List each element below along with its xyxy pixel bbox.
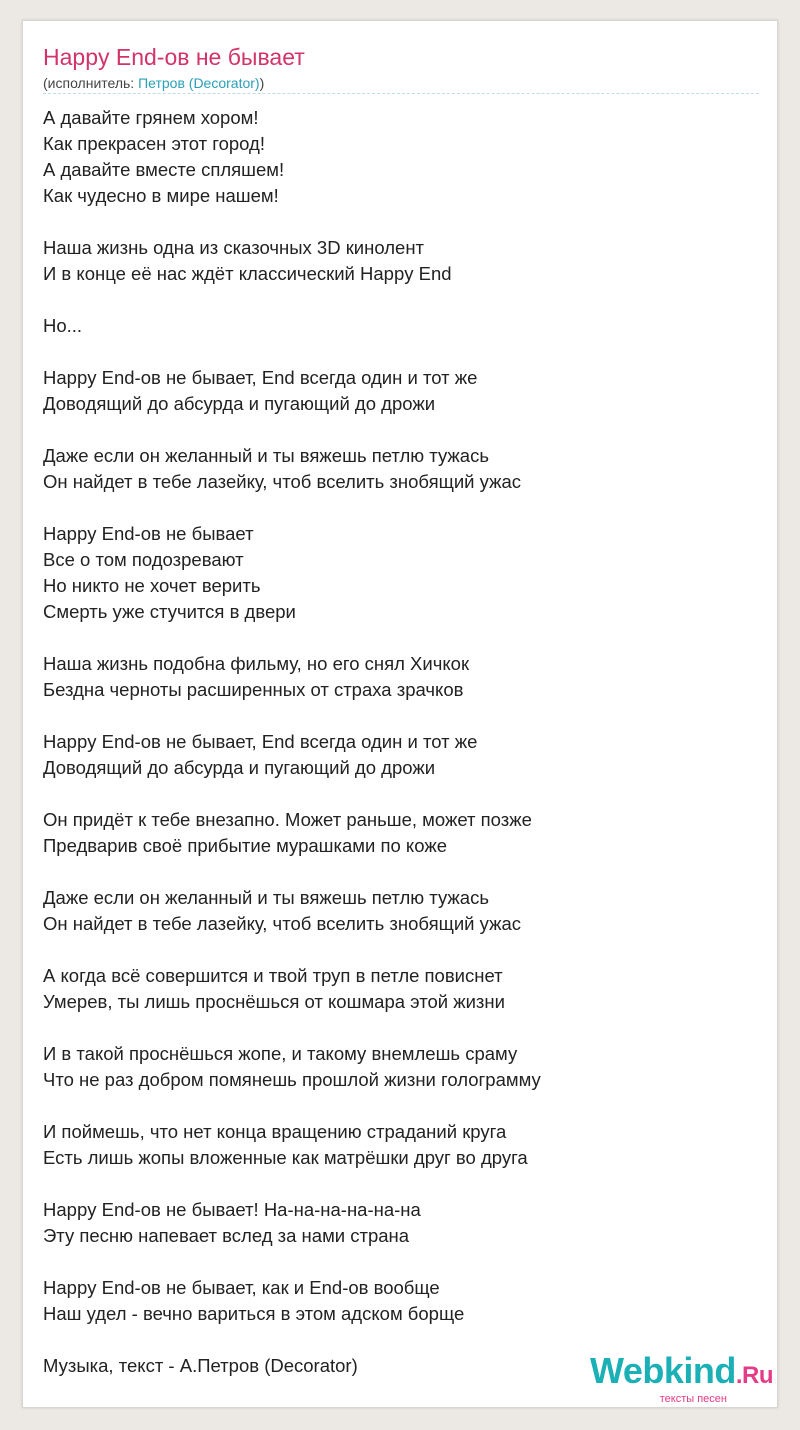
lyric-line: Happy End-ов не бывает, End всегда один и тот же bbox=[43, 731, 478, 752]
lyric-line: И в конце её нас ждёт классический Happy End bbox=[43, 263, 452, 284]
lyric-line: Все о том подозревают bbox=[43, 549, 244, 570]
lyric-line: А когда всё совершится и твой труп в петле повиснет bbox=[43, 965, 503, 986]
stanza-break bbox=[43, 287, 763, 313]
lyric-line: Наша жизнь одна из сказочных 3D кинолент bbox=[43, 237, 425, 258]
byline-suffix: ) bbox=[259, 75, 265, 91]
lyric-line: Happy End-ов не бывает! На-на-на-на-на-на bbox=[43, 1199, 421, 1220]
song-title: Happy End-ов не бывает bbox=[43, 44, 305, 70]
stanza-break bbox=[43, 495, 763, 521]
stanza-break bbox=[43, 703, 763, 729]
stanza-break bbox=[43, 339, 763, 365]
stanza-break bbox=[43, 1015, 763, 1041]
lyric-line: И поймешь, что нет конца вращению страданий круга bbox=[43, 1121, 507, 1142]
lyrics-text bbox=[43, 105, 763, 1379]
lyric-line: Он придёт к тебе внезапно. Может раньше, может позже bbox=[43, 809, 532, 830]
lyric-line: Как прекрасен этот город! bbox=[43, 133, 265, 154]
lyric-line: Наша жизнь подобна фильму, но его снял Хичкок bbox=[43, 653, 470, 674]
lyric-line: Доводящий до абсурда и пугающий до дрожи bbox=[43, 757, 436, 778]
lyric-line: Он найдет в тебе лазейку, чтоб вселить знобящий ужас bbox=[43, 913, 522, 934]
lyric-line: Как чудесно в мире нашем! bbox=[43, 185, 279, 206]
artist-byline bbox=[43, 74, 264, 92]
lyric-line: Happy End-ов не бывает, как и End-ов вообще bbox=[43, 1277, 440, 1298]
lyric-line: Но... bbox=[43, 315, 83, 336]
logo-tld: .Ru bbox=[735, 1362, 773, 1389]
lyric-line: Смерть уже стучится в двери bbox=[43, 601, 296, 622]
lyric-line: А давайте вместе спляшем! bbox=[43, 159, 285, 180]
logo-name: Webkind bbox=[589, 1350, 736, 1391]
stanza-break bbox=[43, 937, 763, 963]
stanza-break bbox=[43, 1171, 763, 1197]
lyric-line: Доводящий до абсурда и пугающий до дрожи bbox=[43, 393, 436, 414]
stanza-break bbox=[43, 859, 763, 885]
lyric-line: Умерев, ты лишь проснёшься от кошмара этой жизни bbox=[43, 991, 505, 1012]
lyric-line: Предварив своё прибытие мурашками по коже bbox=[43, 835, 447, 856]
stanza-break bbox=[43, 209, 763, 235]
lyric-line: Эту песню напевает вслед за нами страна bbox=[43, 1225, 410, 1246]
lyric-line: Наш удел - вечно вариться в этом адском борще bbox=[43, 1303, 465, 1324]
logo-tagline: тексты песен bbox=[659, 1393, 727, 1405]
lyric-line: Есть лишь жопы вложенные как матрёшки друг во друга bbox=[43, 1147, 528, 1168]
stanza-break bbox=[43, 1249, 763, 1275]
lyric-line: Даже если он желанный и ты вяжешь петлю тужась bbox=[43, 445, 489, 466]
stanza-break bbox=[43, 625, 763, 651]
lyric-line: Happy End-ов не бывает, End всегда один и тот же bbox=[43, 367, 478, 388]
stanza-break bbox=[43, 1093, 763, 1119]
title-divider bbox=[43, 93, 759, 94]
lyric-line: Happy End-ов не бывает bbox=[43, 523, 254, 544]
lyric-line: Музыка, текст - А.Петров (Decorator) bbox=[43, 1355, 358, 1376]
stanza-break bbox=[43, 781, 763, 807]
lyric-line: Бездна черноты расширенных от страха зрачков bbox=[43, 679, 464, 700]
site-logo[interactable] bbox=[590, 1352, 773, 1405]
lyric-line: Он найдет в тебе лазейку, чтоб вселить знобящий ужас bbox=[43, 471, 522, 492]
lyrics-card bbox=[22, 20, 778, 1408]
lyric-line: Что не раз добром помянешь прошлой жизни голограмму bbox=[43, 1069, 541, 1090]
stanza-break bbox=[43, 417, 763, 443]
lyric-line: И в такой проснёшься жопе, и такому внемлешь сраму bbox=[43, 1043, 518, 1064]
artist-link[interactable]: Петров (Decorator) bbox=[138, 75, 260, 91]
lyric-line: Даже если он желанный и ты вяжешь петлю тужась bbox=[43, 887, 489, 908]
lyric-line: А давайте грянем хором! bbox=[43, 107, 259, 128]
byline-prefix: (исполнитель: bbox=[43, 75, 139, 91]
lyric-line: Но никто не хочет верить bbox=[43, 575, 261, 596]
